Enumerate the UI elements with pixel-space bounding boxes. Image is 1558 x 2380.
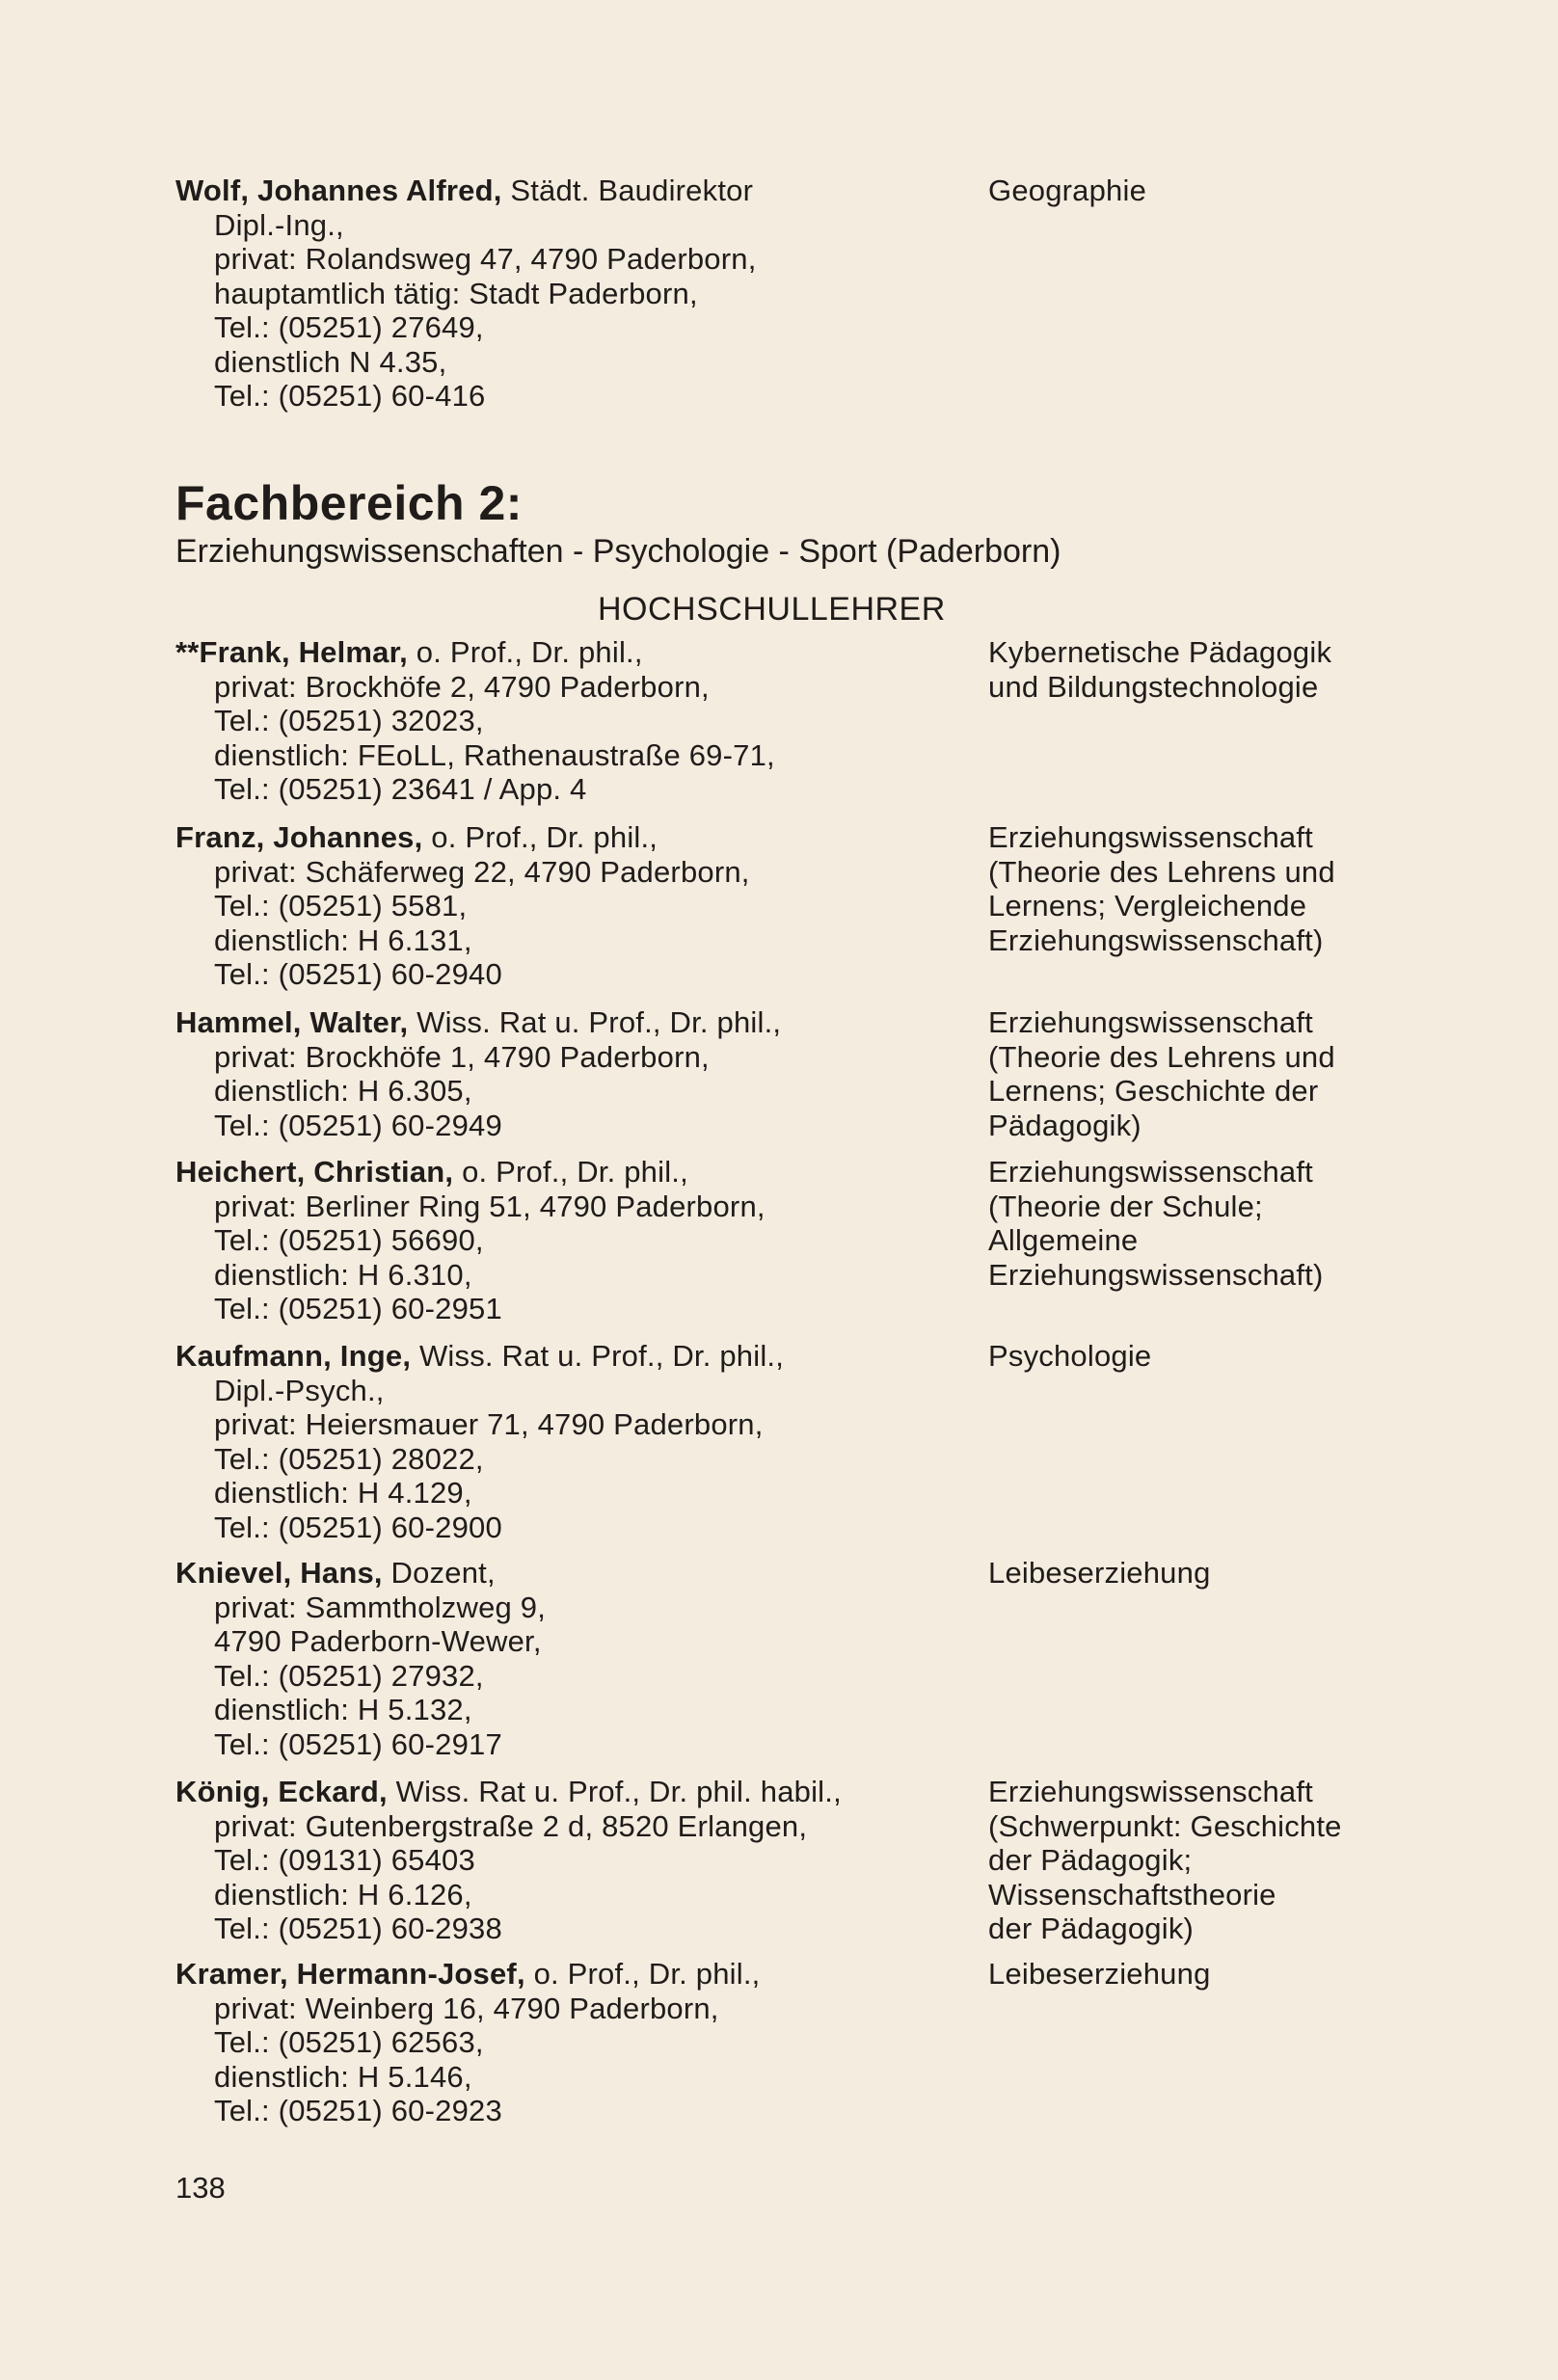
entry-subject [988,1957,1528,1992]
entry-title: o. Prof., Dr. phil., [422,820,658,854]
subject-line: Psychologie [988,1339,1152,1373]
entry-name: **Frank, Helmar, [175,635,408,669]
entry-line: Tel.: (05251) 32023, [214,704,484,737]
entry-details [175,1005,966,1142]
entry-heading [175,1339,966,1374]
entry-name: Franz, Johannes, [175,820,423,854]
entry-title: o. Prof., Dr. phil., [524,1957,761,1991]
entry-name: Knievel, Hans, [175,1556,383,1590]
entry-heading [175,1775,966,1809]
subject-line: Allgemeine [988,1223,1139,1257]
section-subtitle: Erziehungswissenschaften - Psychologie - Sport (Paderborn) [175,533,1061,570]
entry-subject [988,635,1528,704]
entry-subject [988,174,1528,208]
entry-line: privat: Weinberg 16, 4790 Paderborn, [214,1991,719,2025]
entry-title: o. Prof., Dr. phil., [407,635,643,669]
subject-line: der Pädagogik; [988,1843,1193,1877]
section-title: Fachbereich 2: [175,476,523,530]
entry-line: Tel.: (05251) 27649, [214,310,484,344]
subject-line: Kybernetische Pädagogik [988,635,1332,669]
entry-heading [175,635,966,670]
subject-line: Lernens; Vergleichende [988,889,1307,923]
entry-details [175,1339,966,1544]
entry-title: Städt. Baudirektor [501,174,754,207]
entry-line: Tel.: (05251) 28022, [214,1441,484,1476]
subject-line: Erziehungswissenschaft [988,1005,1313,1039]
entry-subject [988,820,1528,957]
entry-details [175,820,966,992]
entry-line: dienstlich: H 5.132, [214,1693,472,1726]
entry-line: Dipl.-Psych., [214,1373,385,1407]
entry-name: Wolf, Johannes Alfred, [175,174,502,207]
subject-line: Erziehungswissenschaft [988,1775,1313,1808]
entry-subject [988,1556,1528,1591]
subject-line: Geographie [988,174,1147,207]
entry-name: Hammel, Walter, [175,1005,409,1039]
entry-line: Tel.: (05251) 56690, [214,1223,484,1257]
entry-line: dienstlich: H 6.131, [214,923,472,957]
subject-line: (Theorie der Schule; [988,1189,1263,1223]
entry-line: Tel.: (05251) 60-2949 [214,1108,502,1142]
entry-line: dienstlich N 4.35, [214,344,447,379]
entry-line: Tel.: (05251) 60-2917 [214,1726,502,1761]
entry-details [175,1957,966,2128]
entry-heading [175,1005,966,1040]
entry-line: dienstlich: H 4.129, [214,1476,472,1510]
entry-name: Kramer, Hermann-Josef, [175,1957,525,1991]
entry-line: dienstlich: H 6.310, [214,1257,472,1292]
entry-line: Tel.: (05251) 62563, [214,2025,484,2059]
entry-title: Wiss. Rat u. Prof., Dr. phil. habil., [387,1775,842,1808]
subject-line: Wissenschaftstheorie [988,1877,1276,1912]
entry-line: Tel.: (05251) 60-2940 [214,957,502,991]
entry-line: Dipl.-Ing., [214,207,344,242]
entry-line: Tel.: (05251) 60-2938 [214,1912,502,1945]
subject-line: Erziehungswissenschaft [988,1155,1313,1189]
entry-line: dienstlich: H 5.146, [214,2059,472,2094]
entry-line: Tel.: (05251) 60-416 [214,379,486,413]
entry-name: Kaufmann, Inge, [175,1339,412,1373]
entry-line: Tel.: (05251) 23641 / App. 4 [214,772,587,806]
entry-details [175,174,966,414]
subject-line: Lernens; Geschichte der [988,1074,1319,1108]
entry-heading [175,174,966,208]
entry-line: Tel.: (05251) 60-2923 [214,2094,502,2127]
entry-details [175,1775,966,1946]
entry-line: Tel.: (05251) 60-2951 [214,1292,502,1325]
entry-line: Tel.: (05251) 27932, [214,1658,484,1693]
subject-line: und Bildungstechnologie [988,669,1319,704]
entry-heading [175,1155,966,1190]
entry-line: privat: Schäferweg 22, 4790 Paderborn, [214,854,750,889]
entry-line: dienstlich: H 6.126, [214,1877,472,1912]
entry-title: Dozent, [382,1556,496,1590]
subject-line: Leibeserziehung [988,1957,1211,1991]
entry-heading [175,1957,966,1992]
entry-details [175,1155,966,1326]
subject-line: Pädagogik) [988,1108,1142,1142]
entry-line: privat: Heiersmauer 71, 4790 Paderborn, [214,1407,764,1441]
entry-details [175,635,966,807]
entry-line: privat: Brockhöfe 1, 4790 Paderborn, [214,1039,710,1074]
subject-line: Erziehungswissenschaft) [988,923,1324,957]
entry-title: Wiss. Rat u. Prof., Dr. phil., [411,1339,785,1373]
entry-line: privat: Gutenbergstraße 2 d, 8520 Erlangen, [214,1808,808,1843]
entry-title: Wiss. Rat u. Prof., Dr. phil., [408,1005,782,1039]
entry-subject [988,1775,1528,1946]
subject-line: (Theorie des Lehrens und [988,1039,1335,1074]
entry-details [175,1556,966,1761]
subject-line: Erziehungswissenschaft [988,820,1313,854]
entry-line: privat: Rolandsweg 47, 4790 Paderborn, [214,242,757,276]
entry-name: König, Eckard, [175,1775,388,1808]
subject-line: Leibeserziehung [988,1556,1211,1590]
entry-line: privat: Sammtholzweg 9, [214,1590,547,1624]
entry-subject [988,1155,1528,1292]
entry-line: Tel.: (05251) 5581, [214,889,468,923]
entry-line: privat: Brockhöfe 2, 4790 Paderborn, [214,669,710,704]
subject-line: (Theorie des Lehrens und [988,854,1335,889]
section-heading: HOCHSCHULLEHRER [598,591,946,628]
entry-line: 4790 Paderborn-Wewer, [214,1624,542,1658]
entry-heading [175,820,966,855]
entry-line: dienstlich: FEoLL, Rathenaustraße 69-71, [214,737,775,772]
entry-heading [175,1556,966,1591]
subject-line: Erziehungswissenschaft) [988,1257,1324,1292]
subject-line: (Schwerpunkt: Geschichte [988,1808,1342,1843]
subject-line: der Pädagogik) [988,1912,1195,1945]
page-number: 138 [175,2171,226,2205]
entry-title: o. Prof., Dr. phil., [453,1155,688,1189]
entry-subject [988,1005,1528,1142]
entry-line: privat: Berliner Ring 51, 4790 Paderborn, [214,1189,766,1223]
entry-subject [988,1339,1528,1374]
entry-line: dienstlich: H 6.305, [214,1074,472,1108]
entry-line: Tel.: (09131) 65403 [214,1843,475,1877]
entry-name: Heichert, Christian, [175,1155,454,1189]
entry-line: hauptamtlich tätig: Stadt Paderborn, [214,276,698,310]
entry-line: Tel.: (05251) 60-2900 [214,1510,502,1544]
